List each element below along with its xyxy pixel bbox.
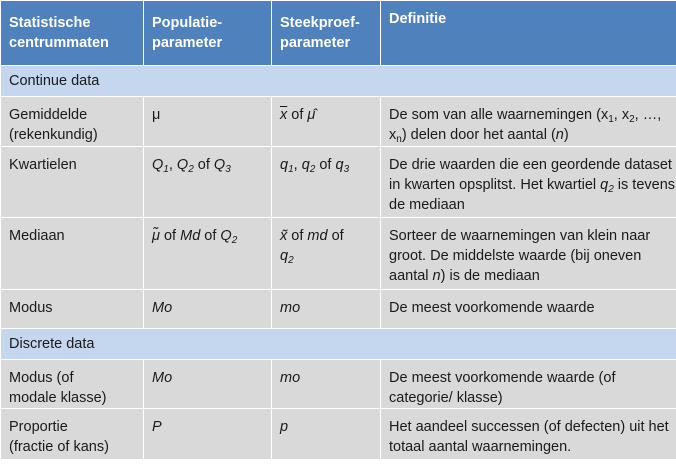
definition: Het aandeel successen (of defecten) uit het totaal aantal waarnemingen. <box>381 409 676 460</box>
table-row <box>1 290 676 329</box>
sample-param: mo <box>272 360 381 409</box>
population-param: μ̃ of Md of $Q_2$ <box>144 218 272 290</box>
population-param: P <box>144 409 272 460</box>
header-measures: Statistische centrummaten <box>1 1 144 66</box>
definition: De som van alle waarnemingen ($x_1$, $x_2$, …, $x_n$) delen door het aantal (n) <box>381 97 676 147</box>
measure-name: Gemiddelde (rekenkundig) <box>1 97 144 147</box>
sample-param: $\overline{x}$ of μ̂ <box>272 97 381 147</box>
header-sample: Steekproef-parameter <box>272 1 381 66</box>
definition: De meest voorkomende waarde <box>381 290 676 329</box>
section-label: Discrete data <box>1 329 676 360</box>
table-row <box>1 360 676 409</box>
measure-name: Kwartielen <box>1 147 144 218</box>
sample-param: x̃ of md of $q_2$ <box>272 218 381 290</box>
measure-name: Mediaan <box>1 218 144 290</box>
table-row <box>1 218 676 290</box>
measure-name: Modus (of modale klasse) <box>1 360 144 409</box>
definition: Sorteer de waarnemingen van klein naar groot. De middelste waarde (bij oneven aantal n) is de mediaan <box>381 218 676 290</box>
population-param: μ <box>144 97 272 147</box>
table-row <box>1 147 676 218</box>
sample-param: mo <box>272 290 381 329</box>
measure-name: Proportie (fractie of kans) <box>1 409 144 460</box>
header-population: Populatie-parameter <box>144 1 272 66</box>
section-discrete <box>1 329 676 360</box>
definition: De drie waarden die een geordende dataset in kwarten opsplitst. Het kwartiel $q_2$ is tevens de mediaan <box>381 147 676 218</box>
header-row <box>1 1 676 66</box>
section-continuous <box>1 66 676 97</box>
sample-param: p <box>272 409 381 460</box>
header-definition: Definitie <box>381 1 676 66</box>
table-row <box>1 97 676 147</box>
measure-name: Modus <box>1 290 144 329</box>
population-param: Mo <box>144 360 272 409</box>
definition: De meest voorkomende waarde (of categorie/ klasse) <box>381 360 676 409</box>
population-param: $Q_1$, $Q_2$ of $Q_3$ <box>144 147 272 218</box>
population-param: Mo <box>144 290 272 329</box>
table-row <box>1 409 676 460</box>
section-label: Continue data <box>1 66 676 97</box>
sample-param: $q_1$, $q_2$ of $q_3$ <box>272 147 381 218</box>
